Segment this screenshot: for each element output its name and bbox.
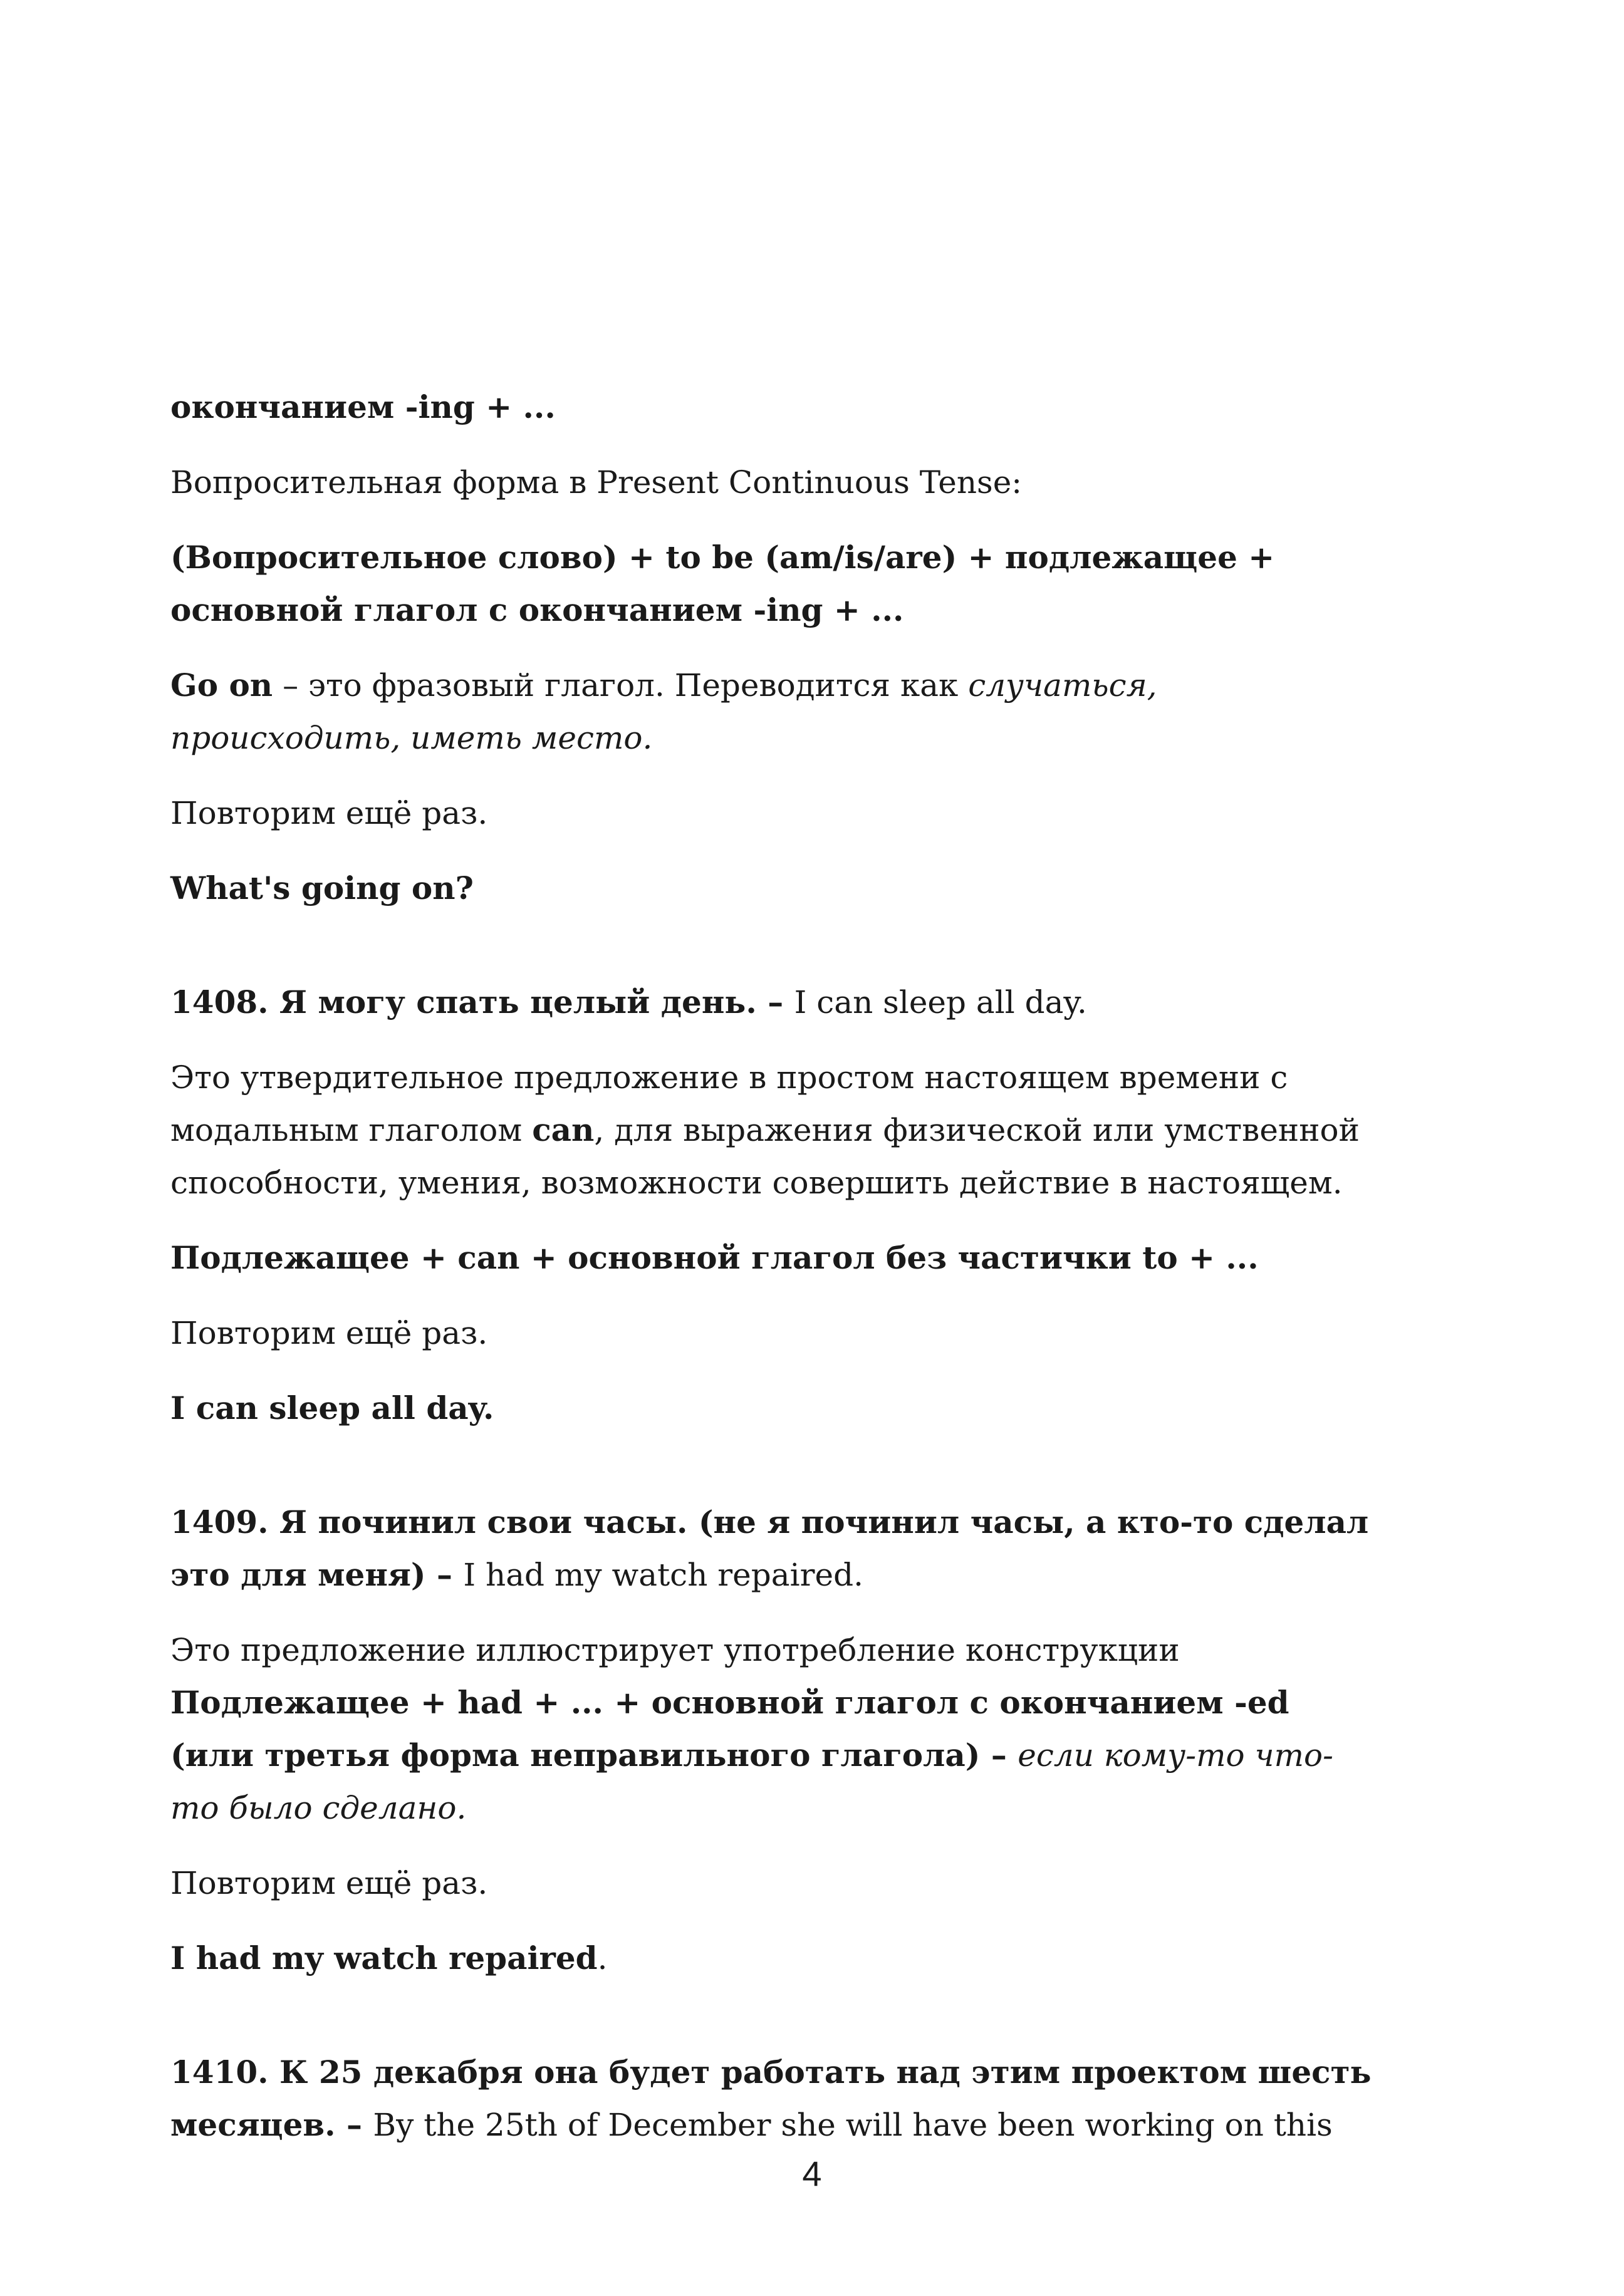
repeat-label: Повторим ещё раз.	[170, 1315, 488, 1351]
sentence-heading-1408	[170, 976, 1373, 1029]
answer-sentence: What's going on?	[170, 870, 474, 906]
russian-sentence: 1409. Я починил свои часы. (не я починил часы, а кто-то сделал это для меня)	[170, 1504, 1369, 1593]
sentence-heading-1409	[170, 1496, 1373, 1601]
answer-period: .	[597, 1940, 608, 1977]
explanation-formula: Подлежащее + had + ... + основной глагол с окончанием -ed (или третья форма неправильного глагола) –	[170, 1684, 1289, 1774]
explanation-1409	[170, 1624, 1373, 1834]
english-sentence: I had my watch repaired.	[463, 1557, 863, 1593]
explanation-meaning: если кому-то что-то было сделано.	[170, 1737, 1334, 1826]
answer-sentence: I can sleep all day.	[170, 1390, 494, 1426]
english-sentence: I can sleep all day.	[794, 984, 1087, 1021]
phrasal-verb-note	[170, 659, 1373, 764]
explanation-text: Это утвердительное предложение в простом настоящем времени с модальным глаголом	[170, 1059, 1288, 1148]
question-form-label: Вопросительная форма в Present Continuous Tense:	[170, 464, 1023, 501]
dash: –	[425, 1556, 464, 1593]
phrasal-verb-meaning: случаться, происходить, иметь место.	[170, 667, 1157, 756]
explanation-text: Это предложение иллюстрирует употребление конструкции	[170, 1632, 1180, 1668]
question-formula: (Вопросительное слово) + to be (am/is/are) + подлежащее + основной глагол с окончанием -ing + ...	[170, 539, 1275, 628]
formula-1408: Подлежащее + can + основной глагол без частички to + ...	[170, 1239, 1259, 1276]
answer-text: I had my watch repaired	[170, 1940, 598, 1977]
explanation-keyword: can	[532, 1111, 595, 1148]
explanation-text: , для выражения физической или умственной способности, умения, возможности совершить действие в настоящем.	[170, 1112, 1360, 1201]
dash: –	[335, 2106, 373, 2143]
english-sentence: By the 25th of December she will have been working on this	[373, 2107, 1333, 2143]
answer-sentence	[170, 1932, 1373, 1985]
russian-sentence: 1410. К 25 декабря она будет работать над этим проектом шесть месяцев.	[170, 2054, 1372, 2143]
sentence-heading-1410	[170, 2046, 1373, 2151]
document-body	[170, 381, 1373, 2174]
dash: –	[756, 984, 794, 1021]
continuous-formula-tail: окончанием -ing + ...	[170, 388, 556, 425]
repeat-label: Повторим ещё раз.	[170, 1865, 488, 1901]
phrasal-verb-term: Go on	[170, 667, 273, 704]
explanation-1408	[170, 1051, 1373, 1209]
repeat-label: Повторим ещё раз.	[170, 795, 488, 831]
page-number: 4	[802, 2154, 822, 2193]
phrasal-verb-text: – это фразовый глагол. Переводится как	[273, 667, 969, 704]
russian-sentence: 1408. Я могу спать целый день.	[170, 984, 757, 1021]
